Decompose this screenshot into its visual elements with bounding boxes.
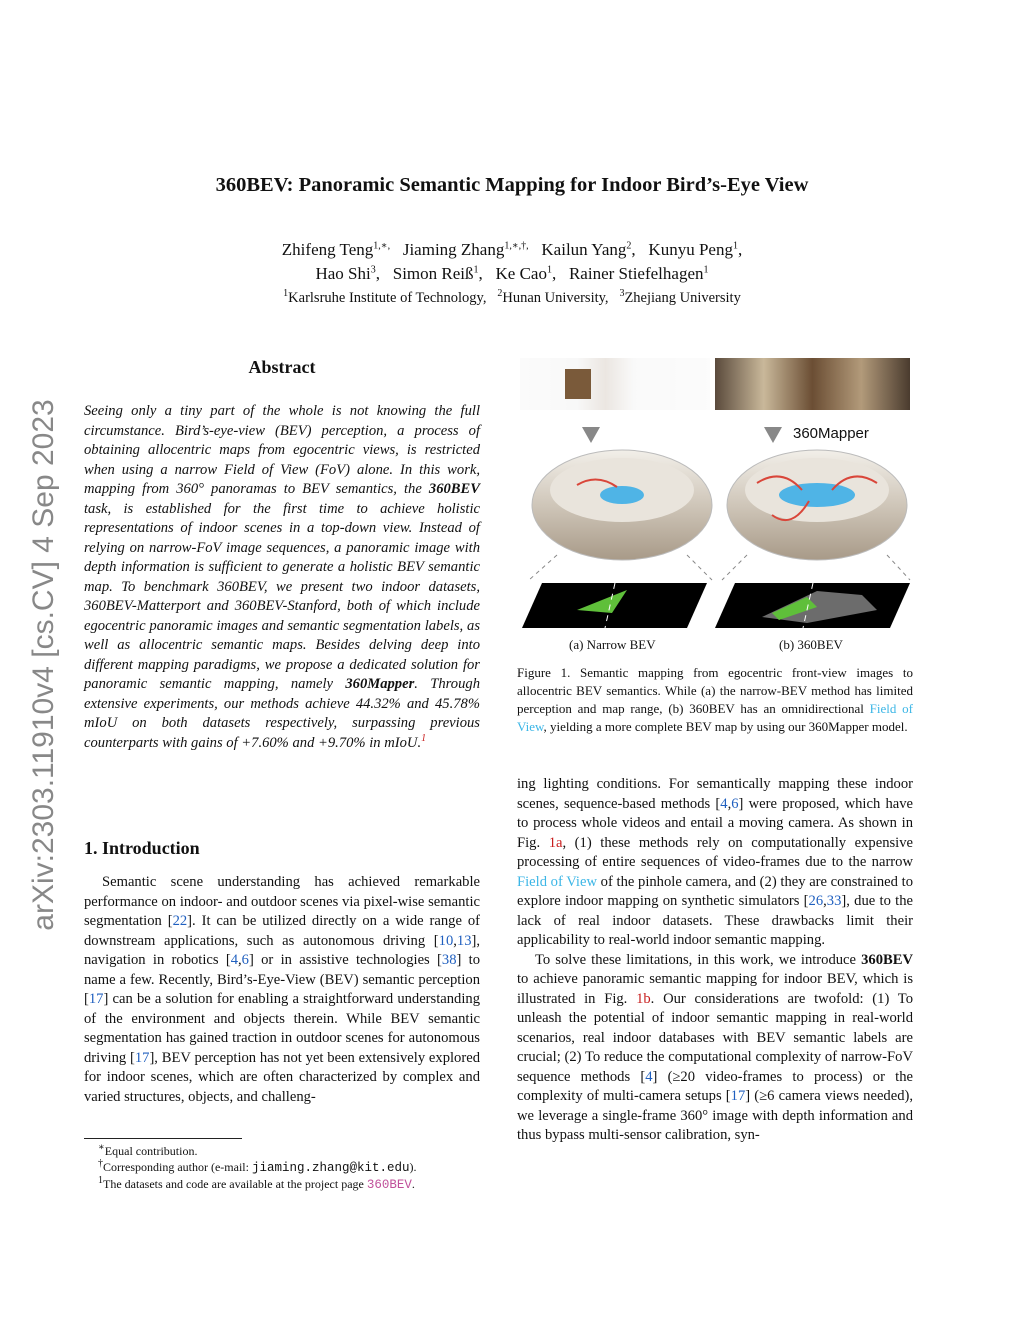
paper-title: 360BEV: Panoramic Semantic Mapping for Indoor Bird’s-Eye View xyxy=(215,174,809,196)
text: to achieve panoramic semantic mapping for indoor BEV, which is illustrated in Fig. xyxy=(517,971,913,1007)
figure-1-caption xyxy=(517,664,913,736)
footnote-mark: ∗ xyxy=(98,1142,105,1153)
author-sup: 1 xyxy=(732,240,738,252)
text: ] can be a solution for enabling a straightforward understanding of the environment and objects therein. While BEV semantic segmentation has gained traction in outdoor scenes for autonomous driving [ xyxy=(84,991,480,1066)
footnotes xyxy=(84,1143,480,1193)
author-list xyxy=(0,238,1024,286)
author-sup: 3 xyxy=(370,264,376,276)
affil-sup: 1 xyxy=(283,288,289,300)
footnote-text: . xyxy=(411,1177,415,1191)
text: , xyxy=(453,932,457,949)
text: Semantic scene understanding has achieved remarkable performance on indoor- and outdoor scenes via pixel-wise semantic segmentation [ xyxy=(84,874,480,929)
affil-sup: 2 xyxy=(497,288,503,300)
text: , xyxy=(823,893,827,909)
citation-link[interactable]: 4 xyxy=(230,952,239,968)
text: To solve these limitations, in this work, we introduce xyxy=(535,951,862,968)
caption-text: Figure 1. Semantic mapping from egocentric front-view images to allocentric BEV semantics. While (a) the narrow-BEV method has limited perception and map range, (b) 360BEV has an omnidirectional xyxy=(517,665,913,716)
footnote-mark: 1 xyxy=(98,1175,103,1186)
author-line-2: Hao Shi$^3$, Simon Reiß$^1$, Ke Cao$^1$, Rainer Stiefelhagen$^1$ xyxy=(315,264,709,283)
arxiv-id: arXiv:2303.11910v4 [cs.CV] 4 Sep 2023 xyxy=(27,399,60,931)
text: ] or in assistive technologies [ xyxy=(248,952,442,968)
down-arrow-icon xyxy=(764,427,782,443)
author: Jiaming Zhang xyxy=(402,240,505,259)
down-arrow-icon xyxy=(582,427,600,443)
bev-region-360 xyxy=(779,483,855,507)
footnote-text: Corresponding author (e-mail: xyxy=(103,1160,252,1174)
footnote-text: The datasets and code are available at the project page xyxy=(103,1177,367,1191)
bold-term: 360BEV xyxy=(861,951,913,968)
citation-link[interactable]: 17 xyxy=(134,1049,150,1066)
introduction-body xyxy=(84,873,480,1107)
footnote-text: Equal contribution. xyxy=(104,1144,198,1158)
glossary-link[interactable]: Field of View xyxy=(517,873,597,890)
footnote-text: ). xyxy=(409,1160,417,1174)
text: ], due to the lack of real indoor datasets. These drawbacks limit their applicability to real-world indoor semantic mapping. xyxy=(517,893,913,948)
figure-1 xyxy=(517,355,913,660)
caption-text: , yielding a more complete BEV map by using our 360Mapper model. xyxy=(543,719,908,734)
abstract-bold: 360Mapper xyxy=(345,676,415,692)
glossary-link[interactable]: Field of View xyxy=(517,701,913,734)
affiliations xyxy=(0,290,1024,307)
abstract-bold: 360BEV xyxy=(428,481,480,497)
author: Simon Reiß xyxy=(392,264,474,283)
section-heading-introduction: 1. Introduction xyxy=(84,838,200,858)
author-sup: 1,∗,†, xyxy=(504,240,529,252)
citation-link[interactable]: 6 xyxy=(241,952,249,968)
panorama-window-a xyxy=(565,369,591,399)
author-sup: 1 xyxy=(546,264,552,276)
author-line-1: Zhifeng Teng$^{1,∗,}$ Jiaming Zhang$^{1,∗,\dagger,}$ Kailun Yang$^2$, Kunyu Peng$^1$, xyxy=(281,240,743,259)
text: of the pinhole camera, and (2) they are constrained to explore indoor mapping on synthetic simulators [ xyxy=(517,873,913,909)
author: Zhifeng Teng xyxy=(281,240,374,259)
author-sup: 1,∗, xyxy=(373,240,391,252)
footnote xyxy=(84,1143,480,1159)
figure-ref-link[interactable]: 1a xyxy=(548,834,563,851)
footnote xyxy=(84,1176,480,1193)
abstract-text: Seeing only a tiny part of the whole is not knowing the full circumstance. Bird’s-eye-view (BEV) perception, a process of obtaining allocentric maps from egocentric views, is restricted when using a narrow Field of View (FoV) alone. In this work, mapping from 360° panoramas to BEV semantics, the xyxy=(84,403,480,497)
paragraph xyxy=(517,775,913,951)
bev-region-narrow xyxy=(600,486,644,504)
affiliation: Zhejiang University xyxy=(624,290,741,306)
right-column-body xyxy=(517,775,913,1146)
subfigure-b-label: (b) 360BEV xyxy=(779,637,843,652)
affiliation: Hunan University, xyxy=(502,290,609,306)
author-sup: 2 xyxy=(626,240,632,252)
footnote xyxy=(84,1159,480,1176)
citation-link[interactable]: 4 xyxy=(720,795,728,812)
paragraph xyxy=(84,873,480,1107)
citation-link[interactable]: 33 xyxy=(826,893,842,909)
text: , xyxy=(238,952,242,968)
affil-sup: 3 xyxy=(619,288,625,300)
abstract-heading: Abstract xyxy=(248,357,316,377)
text: ]. It can be utilized directly on a wide range of downstream applications, such as autonomous driving [ xyxy=(84,913,480,949)
panorama-image-b xyxy=(715,358,910,410)
citation-link[interactable]: 6 xyxy=(731,795,739,812)
text: ] to name a few. Recently, Bird’s-Eye-View (BEV) semantic perception [ xyxy=(84,952,480,1007)
panorama-mask-a xyxy=(520,358,710,410)
figure-ref-link[interactable]: 1b xyxy=(636,990,651,1007)
author-sup: 1 xyxy=(703,264,709,276)
email-link[interactable]: jiaming.zhang@kit.edu xyxy=(251,1161,410,1175)
text: ] were proposed, which have to process whole videos and entail a moving camera. As shown in Fig. xyxy=(517,795,914,851)
author: Hao Shi xyxy=(315,264,371,283)
subfigure-a-label: (a) Narrow BEV xyxy=(569,637,656,652)
footnote-rule xyxy=(84,1138,242,1139)
citation-link[interactable]: 26 xyxy=(808,893,824,909)
model-label: 360Mapper xyxy=(793,425,869,442)
author: Rainer Stiefelhagen xyxy=(568,264,704,283)
project-link[interactable]: 360BEV xyxy=(366,1178,412,1192)
text: ing lighting conditions. For semantically mapping these indoor scenes, sequence-based methods [ xyxy=(517,776,913,812)
figure-1-illustration xyxy=(517,355,913,660)
author-sup: 1 xyxy=(473,264,479,276)
citation-link[interactable]: 38 xyxy=(441,952,457,968)
text: ] (≥6 camera views needed), we leverage a single-frame 360° image with depth information and thus bypass multi-sensor calibration, syn- xyxy=(517,1088,914,1143)
text: . Our considerations are twofold: (1) To unleash the potential of indoor semantic mapping in real-world scenarios, real indoor databases with BEV semantic labels are crucial; (2) To reduce the computational complexity of narrow-FoV sequence methods [ xyxy=(517,990,914,1085)
text: ], BEV perception has not yet been extensively explored for indoor scenes, which are often characterized by complex and varied structures, objects, and challeng- xyxy=(84,1049,480,1105)
citation-link[interactable]: 17 xyxy=(730,1088,746,1104)
abstract-body xyxy=(84,402,480,753)
text: ] (≥20 video-frames to process) or the complexity of multi-camera setups [ xyxy=(517,1068,913,1104)
citation-link[interactable]: 13 xyxy=(456,932,472,949)
author: Kailun Yang xyxy=(541,240,627,259)
citation-link[interactable]: 22 xyxy=(172,913,188,929)
footnote-link[interactable]: 1 xyxy=(421,732,427,744)
citation-link[interactable]: 10 xyxy=(438,932,454,949)
author: Kunyu Peng xyxy=(648,240,733,259)
text: , (1) these methods rely on computationally expensive processing of entire sequences of video-frames due to the narrow xyxy=(517,834,913,870)
text: , xyxy=(727,795,732,812)
text: ], navigation in robotics [ xyxy=(84,932,480,968)
abstract-text: . Through extensive experiments, our methods achieve 44.32% and 45.78% mIoU on both datasets respectively, surpassing previous counterparts with gains of +7.60% and +9.70% in mIoU. xyxy=(84,676,480,751)
paragraph xyxy=(517,951,913,1146)
abstract-text: task, is established for the first time to achieve holistic representations of indoor scenes in a top-down view. Instead of relying on narrow-FoV image sequences, a panoramic image with depth information is sufficient to generate a holistic BEV semantic map. To benchmark 360BEV, we present two indoor datasets, 360BEV-Matterport and 360BEV-Stanford, both of which include egocentric panoramic images and semantic segmentation labels, as well as allocentric semantic maps. Besides delving deep into different mapping paradigms, we propose a dedicated solution for panoramic semantic mapping, namely xyxy=(84,500,480,692)
author: Ke Cao xyxy=(495,264,547,283)
arxiv-stamp xyxy=(14,365,74,965)
citation-link[interactable]: 17 xyxy=(88,991,104,1007)
footnote-mark: † xyxy=(98,1158,103,1169)
affiliation: Karlsruhe Institute of Technology, xyxy=(288,290,487,306)
citation-link[interactable]: 4 xyxy=(645,1068,653,1085)
